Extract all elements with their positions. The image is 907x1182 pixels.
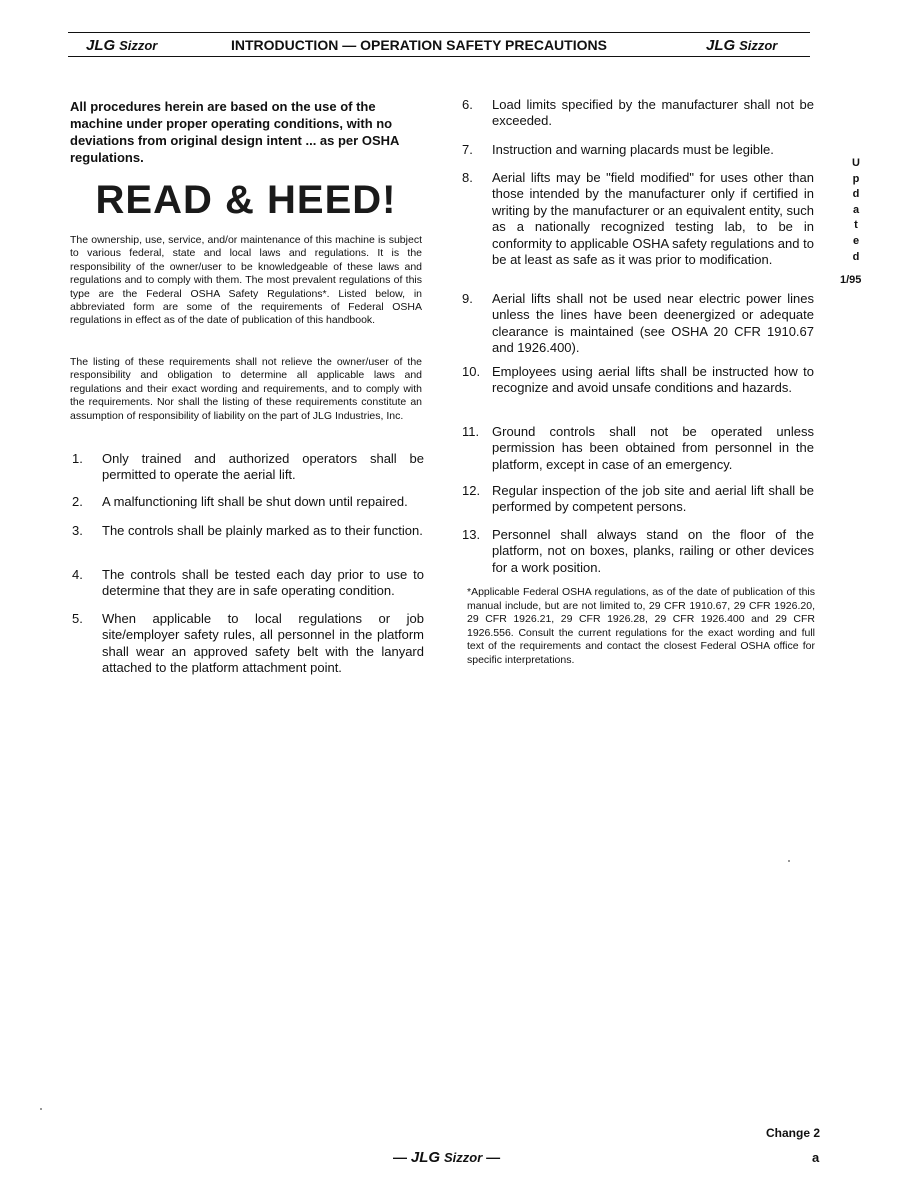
list-item-number: 12. <box>462 483 481 498</box>
header-rule-bottom <box>68 56 810 57</box>
list-item-text: Employees using aerial lifts shall be instructed how to recognize and avoid unsafe conditions and hazards. <box>492 364 814 396</box>
list-item-number: 11. <box>462 424 480 439</box>
osha-footnote: *Applicable Federal OSHA regulations, as of the date of publication of this manual include, but are not limited to, 29 CFR 1910.67, 29 CFR 1926.20, 29 CFR 1926.21, 29 CFR 1926.28, 29 CFR 1926.400 and 29 CFR 1926.556. Consult the current regulations for the exact wording and full text of the requirements and contact the closest Federal OSHA office for specific interpretations. <box>467 586 815 666</box>
list-item-text: Personnel shall always stand on the floor of the platform, not on boxes, planks, railing or other devices for a work position. <box>492 527 814 575</box>
list-item-number: 13. <box>462 527 481 542</box>
list-item-number: 2. <box>72 494 83 509</box>
list-item-number: 10. <box>462 364 481 379</box>
footer-dash-left: — <box>393 1149 407 1165</box>
footer-brand-model: Sizzor <box>443 1150 483 1165</box>
updated-letter: p <box>852 172 860 185</box>
list-item-number: 1. <box>72 451 83 466</box>
header-brand-left-model: Sizzor <box>119 38 158 53</box>
list-item-text: Aerial lifts may be "field modified" for uses other than those intended by the manufacturer only if certified in writing by the manufacturer or an equivalent entity, such as a nationally recognized testing lab, to be in conformity to applicable OSHA safety regulations and to be at least as safe as it was prior to modification. <box>492 170 814 268</box>
list-item-text: Aerial lifts shall not be used near electric power lines unless the lines have been deenergized or adequate clearance is maintained (see OSHA 20 CFR 1910.67 and 1926.400). <box>492 291 814 356</box>
list-item-text: Regular inspection of the job site and aerial lift shall be performed by competent persons. <box>492 483 814 515</box>
list-item-text: Load limits specified by the manufacturer shall not be exceeded. <box>492 97 814 129</box>
change-label: Change 2 <box>766 1126 821 1140</box>
scan-speck <box>788 860 790 862</box>
intro-statement: All procedures herein are based on the use of the machine under proper operating conditions, with no deviations from original design intent ... as per OSHA regulations. <box>70 99 399 165</box>
header-rule-top <box>68 32 810 33</box>
header-brand-right-model: Sizzor <box>739 38 778 53</box>
footer-brand <box>393 1148 500 1167</box>
header-brand-right-name: JLG <box>706 37 736 54</box>
page-title: INTRODUCTION — OPERATION SAFETY PRECAUTIONS <box>231 37 607 53</box>
list-item-text: A malfunctioning lift shall be shut down until repaired. <box>102 494 408 509</box>
list-item-text: The controls shall be plainly marked as to their function. <box>102 523 423 538</box>
list-item-text: Only trained and authorized operators shall be permitted to operate the aerial lift. <box>102 451 424 483</box>
list-item-number: 5. <box>72 611 83 626</box>
header-brand-left-name: JLG <box>86 37 116 54</box>
list-item-text: Ground controls shall not be operated unless permission has been obtained from personnel in the platform, except in case of an emergency. <box>492 424 814 472</box>
list-item-number: 6. <box>462 97 473 112</box>
listing-disclaimer-paragraph: The listing of these requirements shall not relieve the owner/user of the responsibility and obligation to determine all applicable laws and regulations and their exact wording and requirements, and to comply with the requirements. Nor shall the listing of these requirements constitute an assumption of responsibility of liability on the part of JLG Industries, Inc. <box>70 356 422 422</box>
footer-brand-name: JLG <box>410 1149 441 1166</box>
page-number: a <box>812 1150 820 1165</box>
list-item-text: The controls shall be tested each day prior to use to determine that they are in safe operating condition. <box>102 567 424 599</box>
updated-letter: U <box>852 157 860 169</box>
list-item-number: 7. <box>462 142 473 157</box>
header-brand-right <box>706 37 777 54</box>
updated-letter: t <box>854 219 858 232</box>
list-item-text: When applicable to local regulations or job site/employer safety rules, all personnel in the platform shall wear an approved safety belt with the lanyard attached to the platform attachment point. <box>102 611 424 676</box>
header-brand-left <box>86 37 157 54</box>
footer-dash-right: — <box>486 1149 501 1165</box>
list-item-number: 4. <box>72 567 83 582</box>
list-item-number: 8. <box>462 170 473 185</box>
ownership-paragraph: The ownership, use, service, and/or maintenance of this machine is subject to various federal, state and local laws and regulations. It is the responsibility of the owner/user to be knowledgeable of these laws and regulations and to comply with them. The most prevalent regulations of this type are the Federal OSHA Safety Regulations*. Listed below, in abbreviated form are some of the requirements of Federal OSHA regulations in effect as of the date of publication of this handbook. <box>70 234 422 327</box>
updated-letter: e <box>852 234 860 247</box>
updated-margin-note <box>848 156 864 265</box>
updated-letter: d <box>852 188 860 201</box>
scan-speck <box>40 1108 42 1110</box>
list-item-text: Instruction and warning placards must be legible. <box>492 142 774 157</box>
read-heed-heading: READ & HEED! <box>95 178 397 222</box>
list-item-number: 9. <box>462 291 473 306</box>
updated-date: 1/95 <box>840 274 862 286</box>
list-item-number: 3. <box>72 523 83 538</box>
updated-letter: a <box>852 203 860 216</box>
updated-letter: d <box>852 250 860 263</box>
